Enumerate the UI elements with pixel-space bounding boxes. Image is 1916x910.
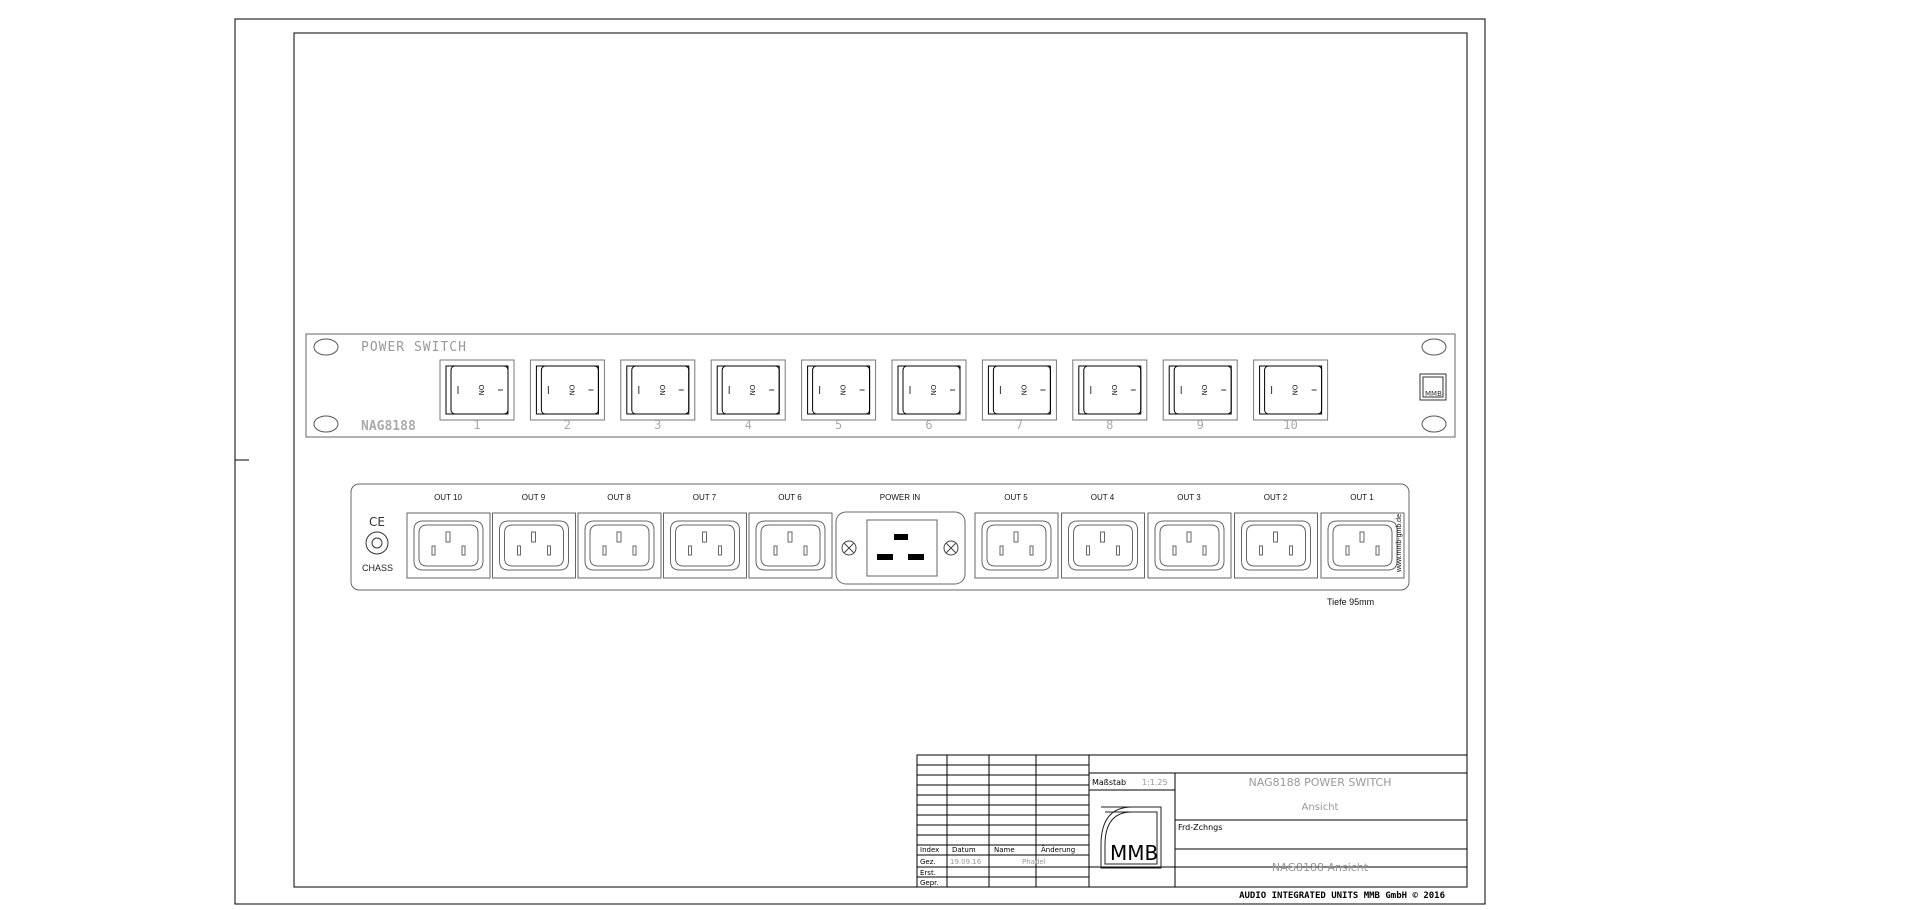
front-panel — [306, 334, 1455, 437]
mount-hole — [1422, 339, 1446, 355]
mount-hole — [314, 416, 338, 432]
outlet-label: OUT 8 — [607, 493, 631, 502]
outlet-label: OUT 1 — [1350, 493, 1374, 502]
depth-note: Tiefe 95mm — [1327, 597, 1375, 607]
outer-frame — [235, 19, 1485, 904]
iec-outlet — [1235, 493, 1318, 578]
row-label: Gepr. — [920, 879, 939, 887]
iec-outlet — [749, 493, 832, 578]
front-panel-title: POWER SWITCH — [361, 340, 467, 355]
switch-on-label: ON — [838, 384, 847, 396]
front-logo — [1420, 374, 1446, 400]
power-inlet — [836, 493, 965, 584]
switch-number: 2 — [563, 418, 572, 432]
frd-label: Frd-Zchngs — [1178, 823, 1223, 832]
power-rocker-switch[interactable] — [530, 360, 604, 432]
gez-name: Phadel — [1022, 858, 1046, 866]
power-rocker-switch[interactable] — [711, 360, 785, 432]
power-rocker-switch[interactable] — [982, 360, 1056, 432]
iec-outlet — [407, 493, 490, 578]
svg-text:MMB: MMB — [1110, 841, 1159, 865]
power-rocker-switch[interactable] — [802, 360, 876, 432]
rev-header: Änderung — [1041, 846, 1076, 854]
switch-number: 1 — [473, 418, 481, 432]
gez-date: 19.09.16 — [950, 858, 982, 866]
switch-number: 6 — [925, 418, 933, 432]
outlet-label: OUT 6 — [778, 493, 802, 502]
iec-outlet — [1321, 493, 1404, 578]
outlet-label: OUT 4 — [1090, 493, 1115, 502]
iec-outlet — [975, 493, 1058, 578]
rear-panel — [351, 484, 1409, 590]
rev-header: Datum — [952, 846, 976, 854]
outlet-label: OUT 9 — [521, 493, 546, 502]
power-rocker-switch[interactable] — [1073, 360, 1147, 432]
mount-hole — [1422, 416, 1446, 432]
website-label: www.mmb-gmb.de — [1396, 514, 1403, 572]
switch-number: 10 — [1283, 418, 1298, 432]
drawing-title: NAG8188 POWER SWITCH — [1248, 776, 1392, 789]
outlet-label: OUT 2 — [1263, 493, 1288, 502]
switch-on-label: ON — [929, 384, 937, 396]
power-rocker-switch[interactable] — [892, 360, 966, 432]
power-in-label: POWER IN — [879, 493, 921, 502]
outlet-label: OUT 3 — [1177, 493, 1201, 502]
mount-hole — [314, 339, 338, 355]
switch-number: 3 — [654, 418, 662, 432]
switch-row — [440, 360, 1328, 432]
outlet-label: OUT 10 — [434, 493, 462, 502]
switch-on-label: ON — [657, 384, 666, 396]
chassis-ground — [366, 532, 388, 554]
front-panel-model: NAG8188 — [361, 419, 416, 434]
rev-header: Name — [994, 846, 1015, 854]
chassis-label: CHASS — [362, 563, 394, 573]
svg-text:MMB: MMB — [1425, 390, 1442, 398]
switch-number: 5 — [834, 418, 843, 432]
drawing-name: NAG8188 Ansicht — [1271, 861, 1369, 874]
iec-outlet — [1148, 493, 1231, 578]
copyright: AUDIO INTEGRATED UNITS MMB GmbH © 2016 — [1239, 891, 1445, 901]
switch-on-label: ON — [567, 384, 576, 396]
power-rocker-switch[interactable] — [1163, 360, 1237, 432]
switch-number: 9 — [1196, 418, 1204, 432]
title-logo — [1101, 807, 1161, 868]
power-rocker-switch[interactable] — [440, 360, 514, 432]
switch-on-label: ON — [477, 384, 485, 396]
iec-outlet — [664, 493, 747, 578]
iec-outlet — [1062, 493, 1145, 578]
row-label: Gez. — [920, 858, 936, 866]
ce-mark: CE — [369, 515, 385, 529]
switch-on-label: ON — [1290, 384, 1299, 396]
switch-on-label: ON — [1109, 384, 1118, 396]
iec-outlet — [578, 493, 661, 578]
switch-number: 8 — [1106, 418, 1114, 432]
power-rocker-switch[interactable] — [1254, 360, 1328, 432]
outlets-left — [407, 493, 832, 578]
row-label: Erst. — [920, 869, 936, 877]
outlet-label: OUT 7 — [692, 493, 717, 502]
switch-number: 4 — [744, 418, 752, 432]
title-block — [917, 755, 1467, 901]
power-rocker-switch[interactable] — [621, 360, 695, 432]
inner-frame — [294, 33, 1467, 887]
outlets-right — [975, 493, 1404, 578]
view-label: Ansicht — [1301, 802, 1339, 813]
scale-value: 1:1.25 — [1142, 778, 1168, 787]
outlet-label: OUT 5 — [1004, 493, 1028, 502]
iec-outlet — [493, 493, 576, 578]
switch-on-label: ON — [1019, 384, 1028, 396]
switch-number: 7 — [1015, 418, 1024, 432]
switch-on-label: ON — [1200, 384, 1209, 396]
rev-header: Index — [920, 846, 940, 854]
scale-label: Maßstab — [1092, 778, 1127, 787]
switch-on-label: ON — [748, 384, 757, 396]
